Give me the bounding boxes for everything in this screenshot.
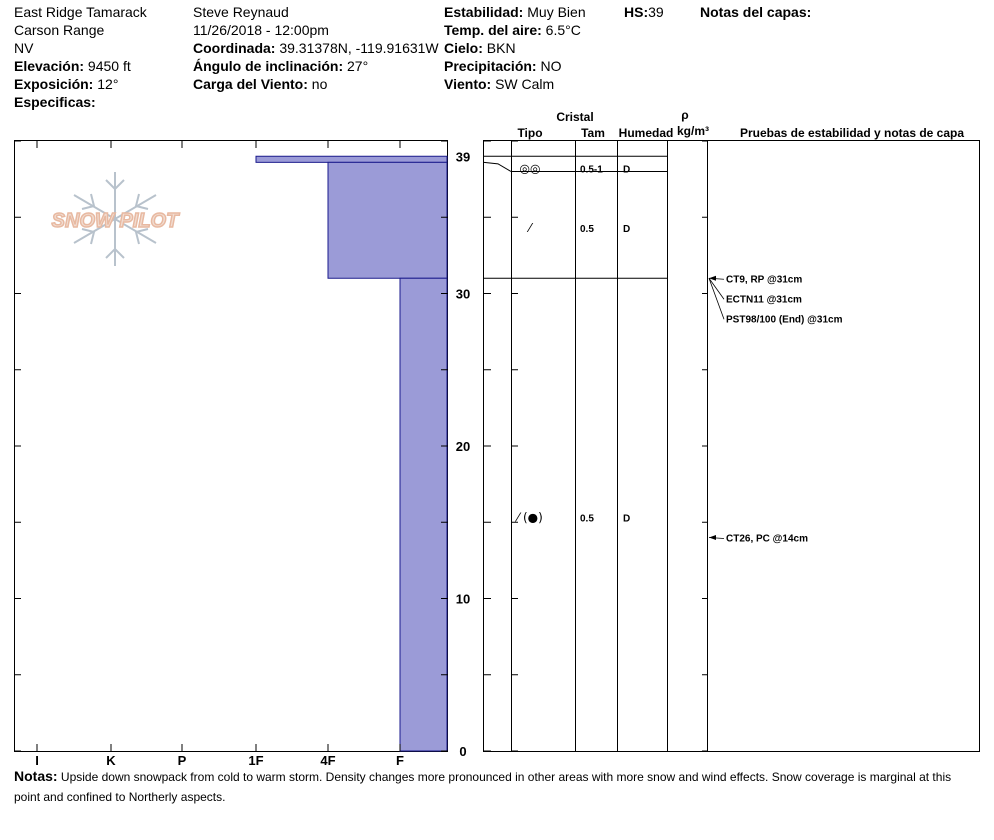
mountain-range: Carson Range <box>14 22 105 38</box>
height-label: 30 <box>455 286 471 302</box>
density-unit: kg/m³ <box>676 124 710 138</box>
hardness-bar <box>400 278 447 751</box>
snowpilot-logo <box>52 172 180 266</box>
crystal-humidity: D <box>623 513 631 525</box>
slope-value: 27° <box>347 58 369 74</box>
precip-label: Precipitación: <box>444 58 537 74</box>
wind-label: Viento: <box>444 76 492 92</box>
observer-name: Steve Reynaud <box>193 4 289 20</box>
hs-value: 39 <box>648 4 664 20</box>
crystal-humidity: D <box>623 164 631 176</box>
crystal-humidity: D <box>623 223 631 235</box>
height-label: 39 <box>455 149 471 165</box>
crystal-header: Cristal <box>556 110 594 124</box>
notes-section <box>14 766 980 807</box>
location-name: East Ridge Tamarack <box>14 4 147 20</box>
precip-value: NO <box>540 58 562 74</box>
notes-label: Notas: <box>14 768 58 784</box>
tests-header: Pruebas de estabilidad y notas de capa <box>739 126 965 140</box>
crystal-size: 0.5-1 <box>580 164 603 176</box>
aspect-value: 12° <box>97 76 119 92</box>
layer-notes-label: Notas del capas: <box>700 4 812 20</box>
hardness-label: 4F <box>320 753 336 768</box>
stability-label: Estabilidad: <box>444 4 524 20</box>
wind-load-label: Carga del Viento: <box>193 76 308 92</box>
wind-value: SW Calm <box>495 76 555 92</box>
hardness-label: K <box>106 753 116 768</box>
test-pointer <box>709 278 724 319</box>
test-label: CT9, RP @31cm <box>726 274 803 286</box>
test-arrow-icon <box>709 535 716 540</box>
coordinate-label: Coordinada: <box>193 40 276 56</box>
humidity-header: Humedad <box>618 126 674 140</box>
layer-table <box>484 141 980 752</box>
elevation-value: 9450 ft <box>87 58 131 74</box>
height-label: 10 <box>455 591 471 607</box>
hardness-label: P <box>177 753 187 768</box>
crystal-rows <box>514 161 630 524</box>
sky-label: Cielo: <box>444 40 483 56</box>
state: NV <box>14 40 34 56</box>
air-temp-value: 6.5°C <box>545 22 581 38</box>
wind-load-value: no <box>311 76 328 92</box>
logo-text: SNOW PILOT <box>51 210 179 232</box>
hardness-label: I <box>35 753 39 768</box>
sky-value: BKN <box>486 40 516 56</box>
slope-label: Ángulo de inclinación: <box>193 58 344 74</box>
specifics-label: Especificas: <box>14 94 96 110</box>
column-headers <box>517 108 964 140</box>
crystal-size: 0.5 <box>580 223 594 235</box>
elevation-label: Elevación: <box>14 58 85 74</box>
air-temp-label: Temp. del aire: <box>444 22 542 38</box>
notes-text: Upside down snowpack from cold to warm storm. Density changes more pronounced in other areas with more snow and wind effects. Snow coverage is marginal at this point and confined to Northerly aspects. <box>14 770 952 804</box>
test-label: CT26, PC @14cm <box>726 533 809 545</box>
stability-value: Muy Bien <box>527 4 586 20</box>
crystal-type-symbol: ⁄ <box>528 220 532 235</box>
type-header: Tipo <box>517 126 543 140</box>
crystal-size: 0.5 <box>580 513 594 525</box>
crystal-type-symbol: ⁄ (●) <box>517 510 543 525</box>
hardness-bar <box>256 156 447 162</box>
hardness-label: F <box>396 753 404 768</box>
observation-datetime: 11/26/2018 - 12:00pm <box>193 22 329 38</box>
coordinate-value: 39.31378N, -119.91631W <box>279 40 439 56</box>
size-header: Tam <box>581 126 605 140</box>
hardness-bars <box>256 156 447 751</box>
height-label: 0 <box>459 744 467 759</box>
hs-label: HS: <box>624 4 649 20</box>
height-label: 20 <box>455 439 471 454</box>
aspect-label: Exposición: <box>14 76 94 92</box>
hardness-bar <box>328 162 447 278</box>
density-symbol: ρ <box>681 108 689 122</box>
hardness-label: 1F <box>248 753 264 768</box>
layer-connector <box>484 162 511 171</box>
test-pointer <box>709 278 724 299</box>
stability-tests <box>709 274 843 544</box>
test-label: PST98/100 (End) @31cm <box>726 314 843 326</box>
test-label: ECTN11 @31cm <box>726 294 802 306</box>
crystal-type-symbol: ◎◎ <box>519 161 541 176</box>
